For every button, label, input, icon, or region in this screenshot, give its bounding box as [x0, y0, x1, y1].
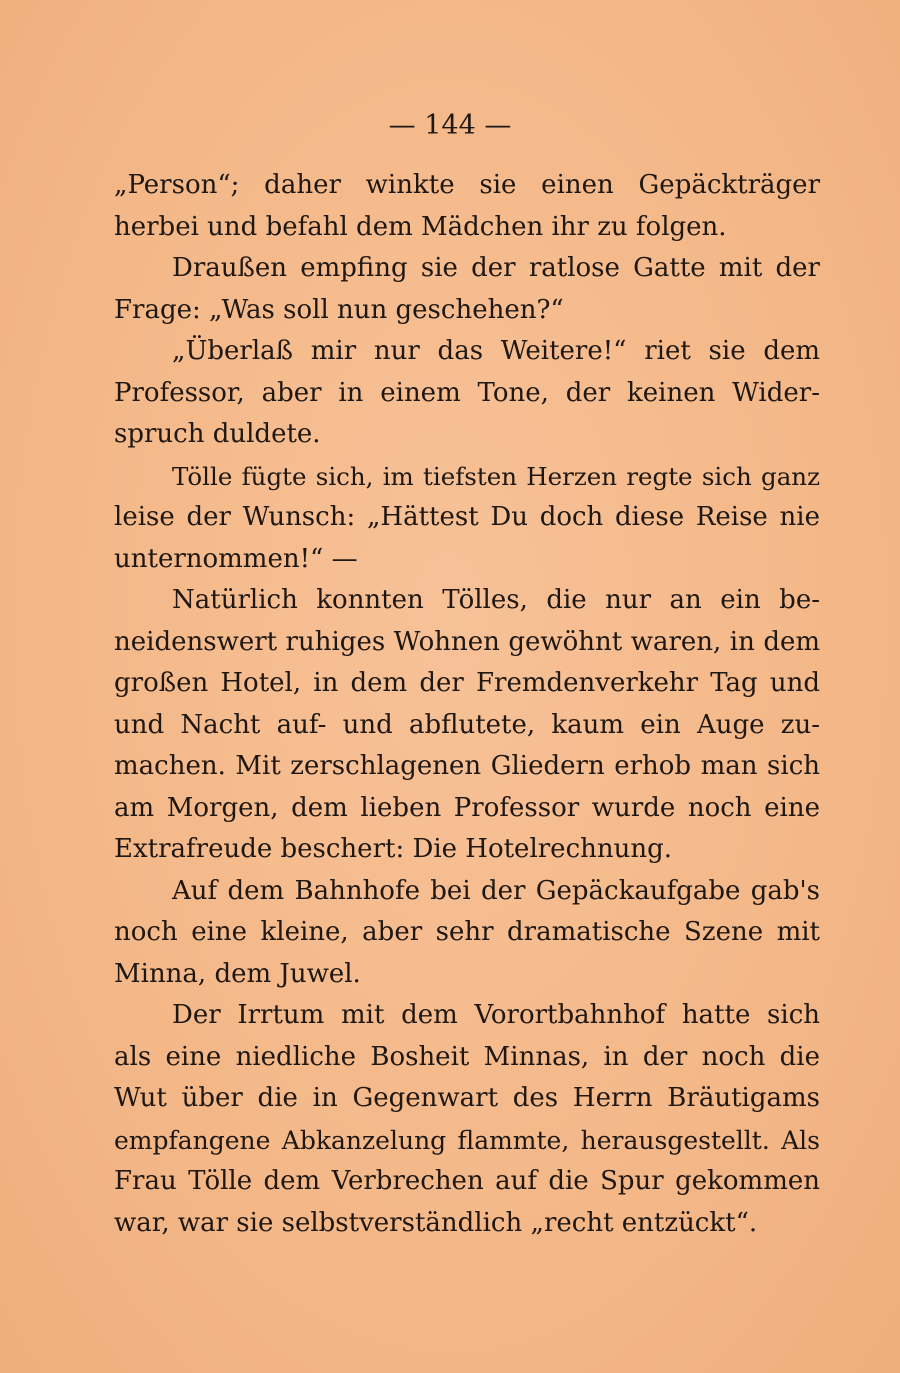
text-line: und Nacht auf- und abflutete, kaum ein Auge zu-	[114, 709, 820, 740]
text-line: Natürlich konnten Tölles, die nur an ein be-	[172, 585, 820, 615]
text-line: herbei und befahl dem Mädchen ihr zu folgen.	[114, 211, 727, 242]
text-line: spruch duldete.	[114, 419, 321, 449]
text-line: Wut über die in Gegenwart des Herrn Bräutigams	[114, 1083, 820, 1113]
text-line: empfangene Abkanzelung flammte, herausgestellt. Als	[114, 1125, 820, 1155]
text-line: großen Hotel, in dem der Fremdenverkehr Tag und	[114, 668, 820, 698]
text-line: Der Irrtum mit dem Vorortbahnhof hatte sich	[172, 1000, 820, 1030]
text-line: Draußen empfing sie der ratlose Gatte mit der	[172, 253, 820, 283]
text-line: Minna, dem Juwel.	[114, 958, 361, 989]
text-line: am Morgen, dem lieben Professor wurde noch eine	[114, 792, 820, 823]
text-line: Tölle fügte sich, im tiefsten Herzen regte sich ganz	[172, 461, 820, 491]
text-line: Frau Tölle dem Verbrechen auf die Spur gekommen	[114, 1166, 820, 1196]
text-line: „Person“; daher winkte sie einen Gepäckträger	[114, 170, 820, 200]
text-line: unternommen!“ —	[114, 543, 358, 574]
text-line: „Überlaß mir nur das Weitere!“ riet sie dem	[172, 336, 820, 366]
body-text	[114, 165, 820, 1244]
text-line: als eine niedliche Bosheit Minnas, in der noch die	[114, 1041, 820, 1072]
text-line: Frage: „Was soll nun geschehen?“	[114, 294, 564, 325]
text-line: war, war sie selbstverständlich „recht entzückt“.	[114, 1207, 758, 1238]
text-line: Auf dem Bahnhofe bei der Gepäckaufgabe gab's	[172, 875, 820, 906]
text-line: Extrafreude beschert: Die Hotelrechnung.	[114, 834, 673, 864]
text-line: Professor, aber in einem Tone, der keinen Wider-	[114, 377, 820, 408]
text-line: leise der Wunsch: „Hättest Du doch diese Reise nie	[114, 502, 820, 532]
text-line: machen. Mit zerschlagenen Gliedern erhob man sich	[114, 751, 820, 781]
text-line: neidenswert ruhiges Wohnen gewöhnt waren, in dem	[114, 626, 820, 657]
page-number: — 144 —	[388, 110, 512, 141]
text-line: noch eine kleine, aber sehr dramatische Szene mit	[114, 917, 820, 947]
